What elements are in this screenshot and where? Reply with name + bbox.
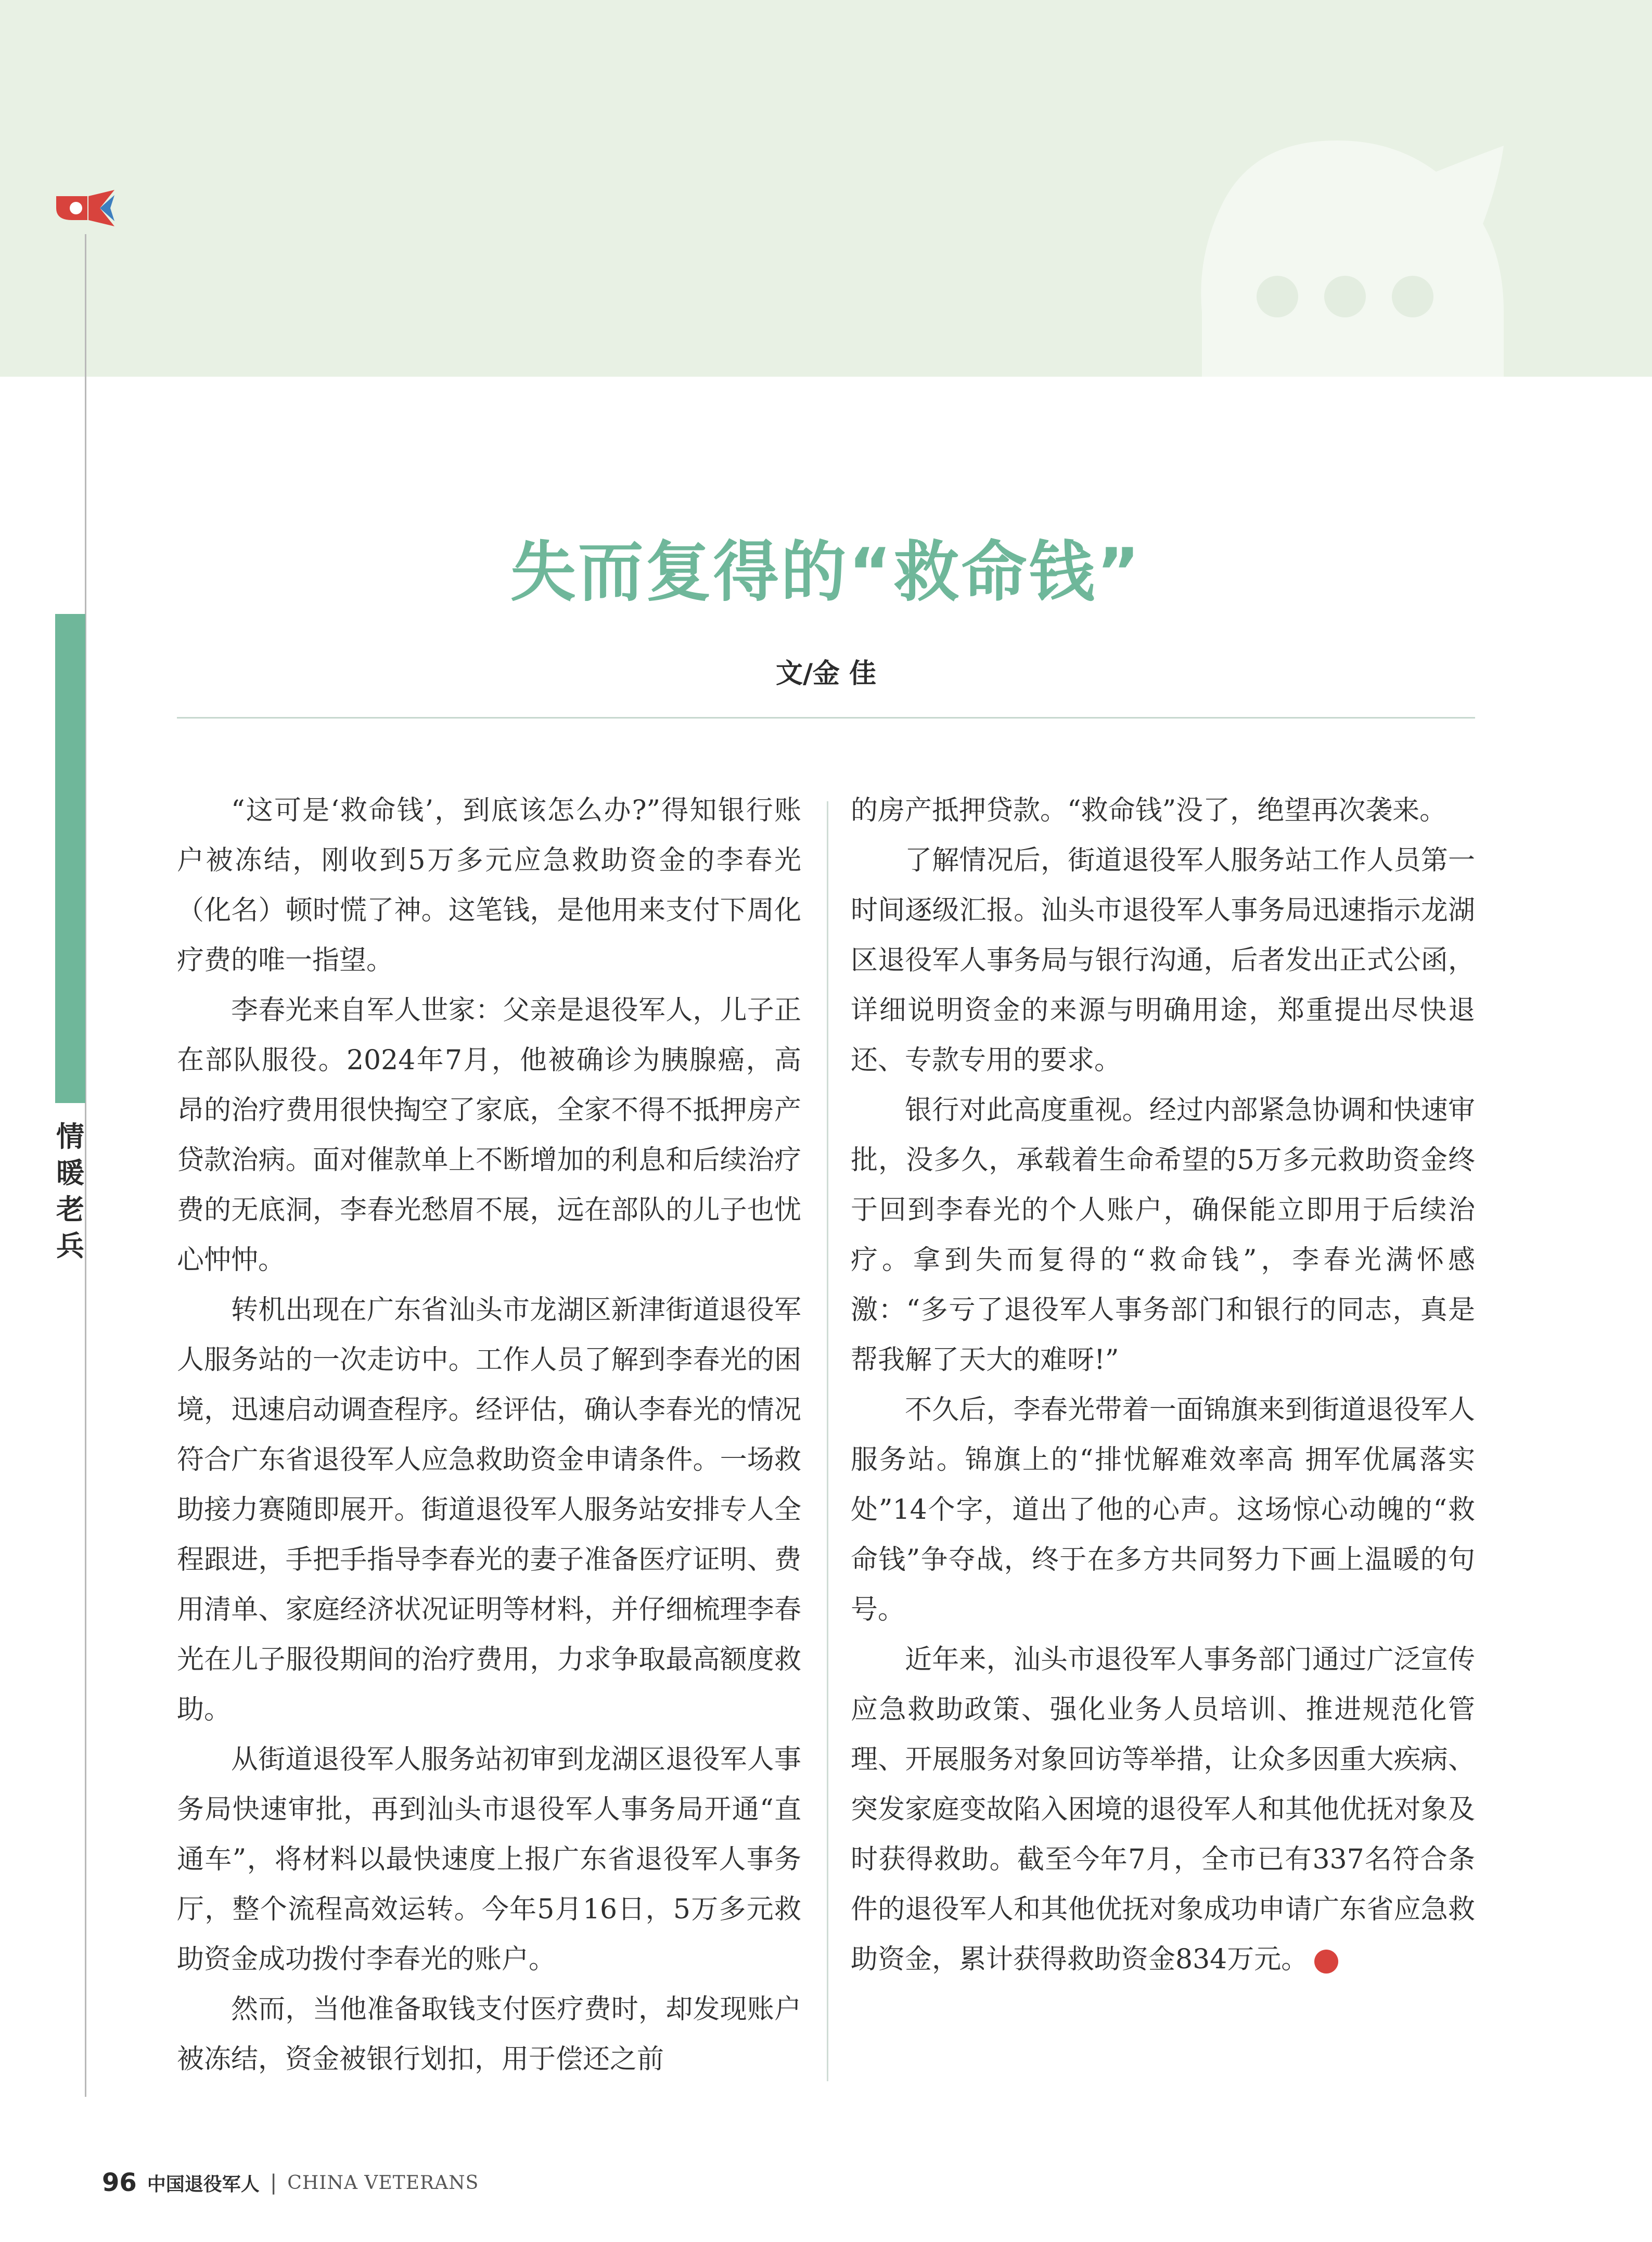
page-footer [102,2162,479,2203]
paragraph-continued: 的房产抵押贷款。“救命钱”没了，绝望再次袭来。 [851,795,1447,826]
page-number: 96 [102,2168,137,2197]
end-mark-icon: V [1314,1950,1338,1974]
section-label: 情暖老兵 [56,1120,84,1262]
paragraph: 李春光来自军人世家：父亲是退役军人，儿子正在部队服役。2024年7月，他被确诊为胰腺癌，高昂的治疗费用很快掏空了家底，全家不得不抵押房产贷款治病。面对催款单上不断增加的利息和后续治疗费的无底洞，李春光愁眉不展，远在部队的儿子也忧心忡忡。 [177,995,801,1276]
article-column-left [177,786,801,2084]
article-title: 失而复得的“救命钱” [510,534,1142,610]
paragraph-final-text: 近年来，汕头市退役军人事务部门通过广泛宣传应急救助政策、强化业务人员培训、推进规范化管理、开展服务对象回访等举措，让众多因重大疾病、突发家庭变故陷入困境的退役军人和其他优抚对象及时获得救助。截至今年7月，全市已有337名符合条件的退役军人和其他优抚对象成功申请广东省应急救助资金，累计获得救助资金834万元。 [851,1644,1475,1975]
article-byline: 文/金 佳 [775,658,877,689]
paragraph: 了解情况后，街道退役军人服务站工作人员第一时间逐级汇报。汕头市退役军人事务局迅速指示龙湖区退役军人事务局与银行沟通，后者发出正式公函，详细说明资金的来源与明确用途，郑重提出尽快退还、专款专用的要求。 [851,845,1475,1076]
bubble-dot [1257,276,1298,317]
paragraph: 不久后，李春光带着一面锦旗来到街道退役军人服务站。锦旗上的“排忧解难效率高 拥军优属落实处”14个字，道出了他的心声。这场惊心动魄的“救命钱”争夺战，终于在多方共同努力下画上温暖的句号。 [851,1394,1475,1625]
bubble-dot [1324,276,1366,317]
magazine-name-cn: 中国退役军人 [147,2173,260,2195]
paragraph: “这可是‘救命钱’，到底该怎么办?”得知银行账户被冻结，刚收到5万多元应急救助资金的李春光（化名）顿时慌了神。这笔钱，是他用来支付下周化疗费的唯一指望。 [177,795,801,976]
article-column-right [851,786,1475,1984]
paragraph: 银行对此高度重视。经过内部紧急协调和快速审批，没多久，承载着生命希望的5万多元救助资金终于回到李春光的个人账户，确保能立即用于后续治疗。拿到失而复得的“救命钱”，李春光满怀感激：“多亏了退役军人事务部门和银行的同志，真是帮我解了天大的难呀!” [851,1095,1475,1376]
brand-logo-icon [56,190,116,226]
title-divider [177,717,1475,719]
paragraph: 然而，当他准备取钱支付医疗费时，却发现账户被冻结，资金被银行划扣，用于偿还之前 [177,1994,801,2075]
footer-separator: | [270,2171,277,2195]
paragraph: 从街道退役军人服务站初审到龙湖区退役军人事务局快速审批，再到汕头市退役军人事务局开通“直通车”，将材料以最快速度上报广东省退役军人事务厅，整个流程高效运转。今年5月16日，5万多元救助资金成功拨付李春光的账户。 [177,1744,801,1975]
chat-bubble-icon [1192,140,1514,377]
column-divider [827,801,828,2081]
paragraph-final [851,1635,1475,1984]
bubble-dot [1392,276,1433,317]
paragraph: 转机出现在广东省汕头市龙湖区新津街道退役军人服务站的一次走访中。工作人员了解到李春光的困境，迅速启动调查程序。经评估，确认李春光的情况符合广东省退役军人应急救助资金申请条件。一场救助接力赛随即展开。街道退役军人服务站安排专人全程跟进，手把手指导李春光的妻子准备医疗证明、费用清单、家庭经济状况证明等材料，并仔细梳理李春光在儿子服役期间的治疗费用，力求争取最高额度救助。 [177,1295,801,1725]
magazine-name-en: CHINA VETERANS [287,2172,479,2194]
